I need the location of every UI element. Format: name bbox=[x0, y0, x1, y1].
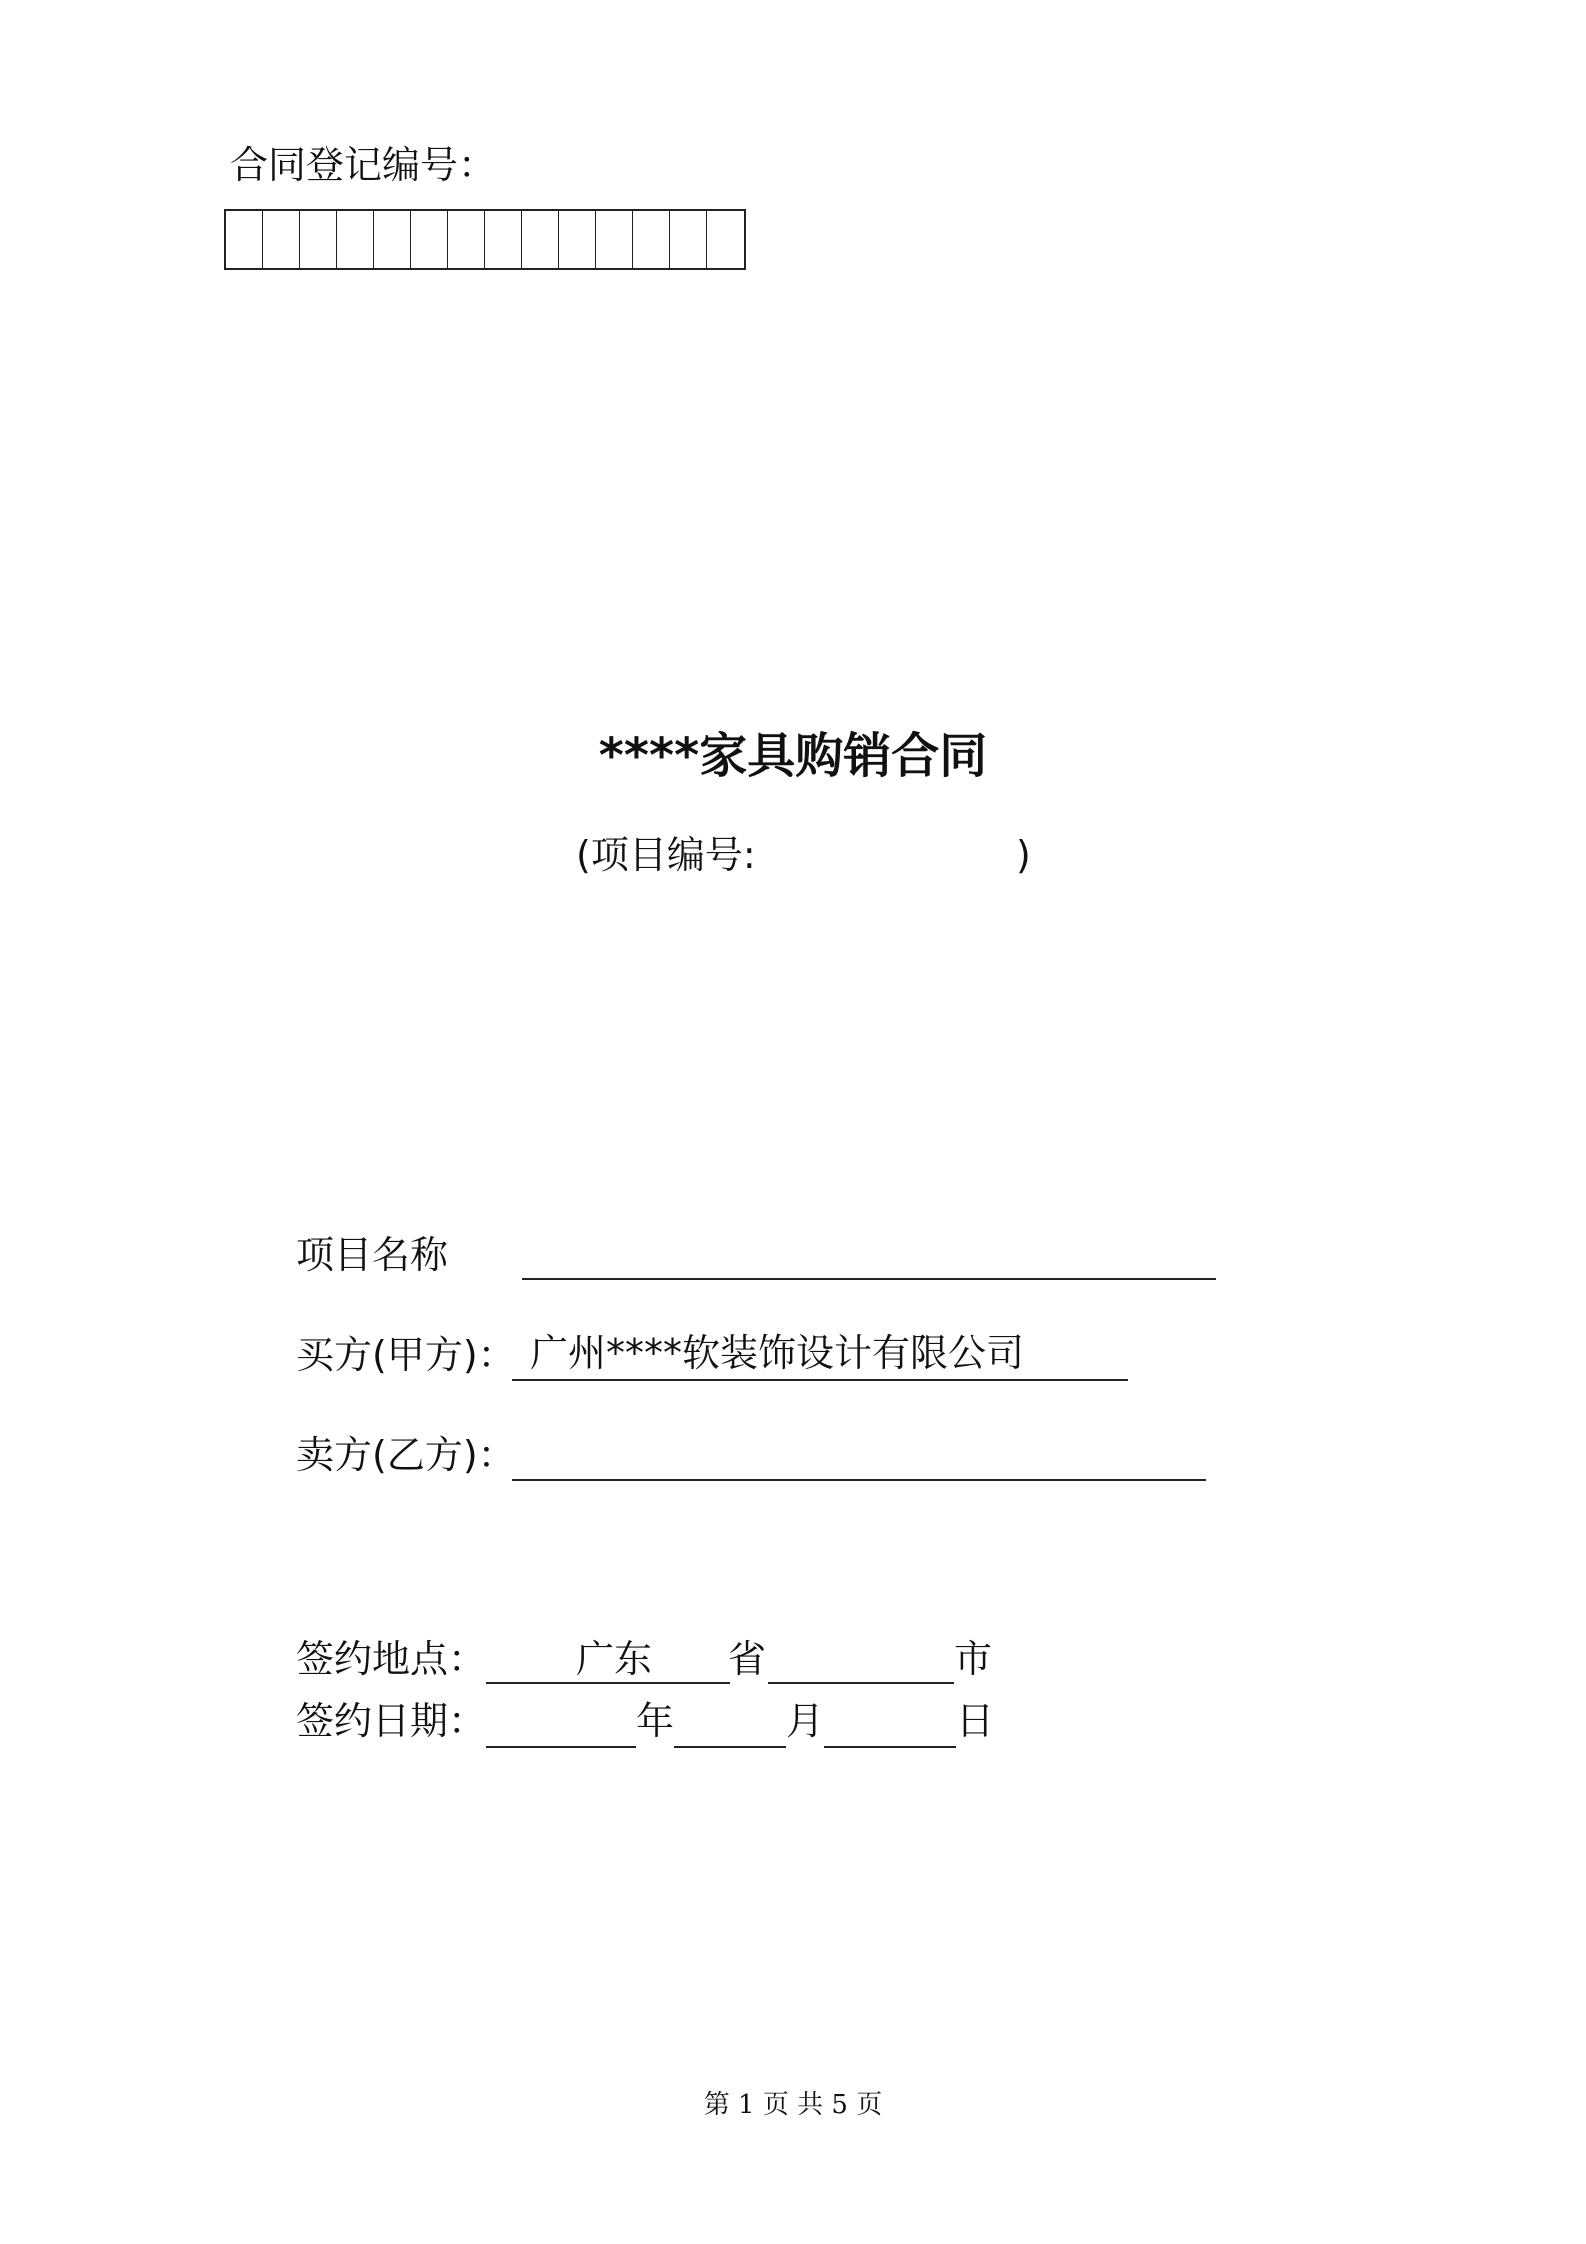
project-name-label: 项目名称 bbox=[296, 1233, 449, 1277]
year-underline bbox=[486, 1746, 636, 1748]
seller-label: 卖方(乙方)： bbox=[296, 1433, 516, 1477]
buyer-value: 广州****软装饰设计有限公司 bbox=[530, 1331, 1025, 1375]
project-number-line bbox=[576, 830, 1031, 880]
registration-number-box bbox=[337, 211, 374, 268]
province-unit: 省 bbox=[728, 1637, 767, 1681]
registration-number-box bbox=[448, 211, 485, 268]
day-underline bbox=[824, 1746, 956, 1748]
registration-number-box bbox=[374, 211, 411, 268]
registration-number-box bbox=[559, 211, 596, 268]
registration-number-boxes bbox=[224, 209, 746, 270]
day-unit: 日 bbox=[956, 1699, 995, 1743]
buyer-underline bbox=[512, 1379, 1128, 1381]
project-number-label: (项目编号: bbox=[576, 833, 756, 877]
registration-number-box bbox=[485, 211, 522, 268]
registration-number-box bbox=[300, 211, 337, 268]
page-footer: 第 1 页 共 5 页 bbox=[703, 2090, 883, 2120]
buyer-label: 买方(甲方)： bbox=[296, 1333, 516, 1377]
registration-number-box bbox=[411, 211, 448, 268]
signing-place-label: 签约地点： bbox=[296, 1637, 487, 1681]
registration-number-box bbox=[670, 211, 707, 268]
registration-number-box bbox=[707, 211, 744, 268]
month-underline bbox=[674, 1746, 786, 1748]
year-unit: 年 bbox=[636, 1699, 675, 1743]
document-title: ****家具购销合同 bbox=[598, 728, 988, 784]
registration-number-box bbox=[226, 211, 263, 268]
signing-date-label: 签约日期： bbox=[296, 1699, 487, 1743]
province-value: 广东 bbox=[576, 1637, 653, 1681]
registration-number-box bbox=[596, 211, 633, 268]
project-name-underline bbox=[522, 1278, 1216, 1280]
city-unit: 市 bbox=[954, 1637, 993, 1681]
registration-number-box bbox=[522, 211, 559, 268]
registration-number-box bbox=[263, 211, 300, 268]
month-unit: 月 bbox=[786, 1699, 825, 1743]
city-underline bbox=[768, 1682, 954, 1684]
project-number-close-paren: ) bbox=[1016, 833, 1031, 877]
seller-underline bbox=[512, 1479, 1206, 1481]
registration-number-label: 合同登记编号： bbox=[230, 143, 497, 187]
registration-number-box bbox=[633, 211, 670, 268]
